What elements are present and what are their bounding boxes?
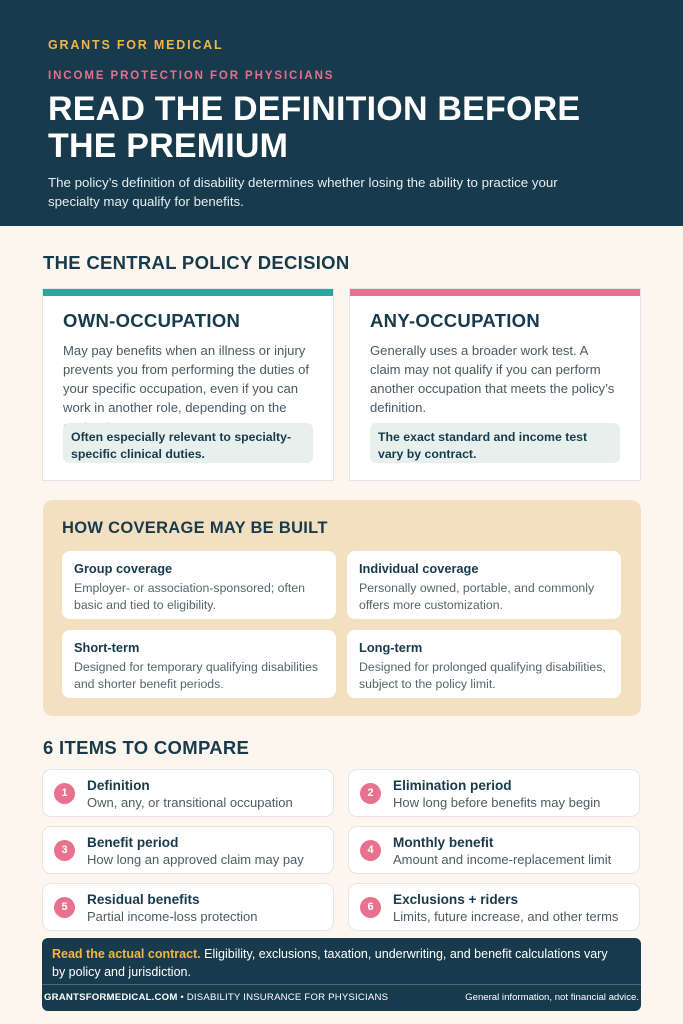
compare-item-desc: How long before benefits may begin [393,795,601,810]
compare-item [348,826,640,874]
compare-item-desc: Own, any, or transitional occupation [87,795,293,810]
card-note: The exact standard and income test vary by contract. [370,423,620,463]
number-badge: 4 [360,840,381,861]
compare-item [348,769,640,817]
compare-item-title: Definition [87,778,150,793]
compare-item-desc: Partial income-loss protection [87,909,258,924]
footer-highlight: Read the actual contract. [52,947,201,961]
compare-item-title: Residual benefits [87,892,200,907]
coverage-card-short-term [62,630,336,698]
title-line-1: READ THE DEFINITION BEFORE [48,90,581,128]
kicker-label: INCOME PROTECTION FOR PHYSICIANS [48,70,335,82]
footer [42,938,641,1011]
footer-site-line [44,992,388,1003]
compare-item-desc: Limits, future increase, and other terms [393,909,619,924]
site-link[interactable]: GRANTSFORMEDICAL.COM [44,992,178,1003]
compare-item [42,769,334,817]
card-title: ANY-OCCUPATION [370,310,541,331]
coverage-card-desc: Designed for temporary qualifying disabilities and shorter benefit periods. [74,660,319,691]
coverage-card-group [62,551,336,619]
card-body: Generally uses a broader work test. A claim may not qualify if you can perform another occupation that meets the policy’s definition. [370,343,615,415]
number-badge: 6 [360,897,381,918]
coverage-card-title: Short-term [74,640,140,655]
coverage-card-individual [347,551,621,619]
coverage-card-desc: Designed for prolonged qualifying disabilities, subject to the policy limit. [359,660,606,691]
coverage-card-desc: Employer- or association-sponsored; often basic and tied to eligibility. [74,581,306,612]
coverage-section-title: HOW COVERAGE MAY BE BUILT [62,519,328,537]
card-body: May pay benefits when an illness or injury prevents you from performing the duties of your specific occupation, even if you can work in another role, depending on the [63,343,309,415]
compare-item-title: Benefit period [87,835,179,850]
coverage-card-title: Group coverage [74,561,173,576]
card-title: OWN-OCCUPATION [63,310,241,331]
coverage-card-title: Long-term [359,640,423,655]
compare-item [42,883,334,931]
compare-item [348,883,640,931]
footer-disclaimer: General information, not financial advice. [465,992,639,1003]
any-occupation-card [349,288,641,481]
coverage-card-desc: Personally owned, portable, and commonly offers more customization. [359,581,595,612]
card-accent-bar [350,289,640,296]
own-occupation-card [42,288,334,481]
compare-item-title: Exclusions + riders [393,892,519,907]
hero-header [0,0,683,226]
compare-section-title: 6 ITEMS TO COMPARE [43,737,250,758]
footer-message-text: Eligibility, exclusions, taxation, underwriting, and benefit calculations vary by policy and jurisdiction. [52,947,608,979]
footer-divider [42,984,641,985]
footer-tagline: • DISABILITY INSURANCE FOR PHYSICIANS [177,992,389,1003]
compare-item-desc: How long an approved claim may pay [87,852,304,867]
footer-message [52,945,612,981]
number-badge: 3 [54,840,75,861]
compare-item [42,826,334,874]
compare-item-desc: Amount and income-replacement limit [393,852,612,867]
card-accent-bar [43,289,333,296]
card-note: Often especially relevant to specialty-specific clinical duties. [63,423,313,463]
coverage-card-long-term [347,630,621,698]
coverage-card-title: Individual coverage [359,561,479,576]
page-subtitle: The policy’s definition of disability determines whether losing the ability to practice your specialty may qualify for benefits. [48,175,558,209]
compare-item-title: Elimination period [393,778,512,793]
title-line-2: THE PREMIUM [48,127,289,165]
decision-section-title: THE CENTRAL POLICY DECISION [43,252,350,273]
coverage-panel [43,500,641,716]
page-title [48,91,639,165]
compare-item-title: Monthly benefit [393,835,494,850]
number-badge: 2 [360,783,381,804]
number-badge: 1 [54,783,75,804]
brand-label: GRANTS FOR MEDICAL [48,38,224,52]
number-badge: 5 [54,897,75,918]
